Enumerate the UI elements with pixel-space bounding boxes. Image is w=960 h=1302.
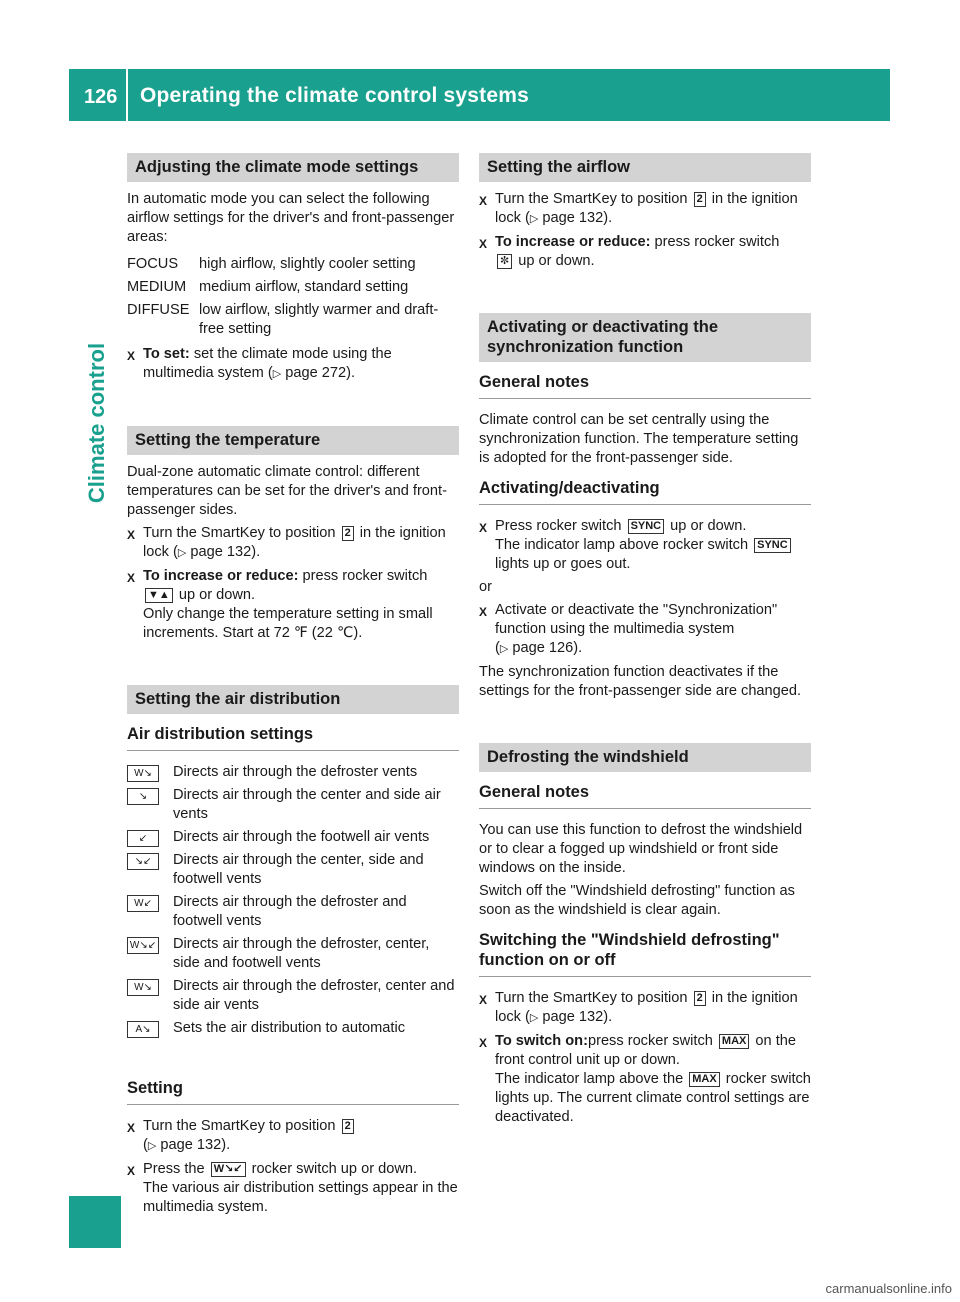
center-footwell-vent-icon: ↘↙ (127, 853, 159, 870)
instruction-step: X Turn the SmartKey to position 2 in the ignition lock (▷ page 132). (479, 989, 811, 1028)
sync-button-icon: SYNC (628, 519, 665, 534)
subsection-heading: Switching the "Windshield defrosting" function on or off (479, 930, 811, 977)
ref-arrow-icon: ▷ (499, 643, 509, 655)
defroster-footwell-vent-icon: W↙ (127, 895, 159, 912)
subsection-heading: General notes (479, 782, 811, 809)
page-reference[interactable]: page 132). (190, 544, 261, 560)
definition-row: MEDIUM medium airflow, standard setting (127, 279, 409, 295)
step-marker-icon: X (127, 1164, 136, 1178)
defroster-vent-icon: W↘ (127, 765, 159, 782)
step-marker-icon: X (479, 237, 488, 251)
page-reference[interactable]: page 132). (542, 1009, 613, 1025)
ref-arrow-icon: ▷ (177, 547, 187, 559)
temperature-rocker-icon: ▼▲ (145, 588, 173, 603)
defrost-max-icon: MAX (719, 1034, 749, 1049)
section-heading: Adjusting the climate mode settings (127, 153, 459, 182)
section-heading: Defrosting the windshield (479, 743, 811, 772)
key-2-icon: 2 (694, 991, 706, 1006)
subsection-heading: General notes (479, 372, 811, 399)
all-vents-icon: W↘↙ (127, 937, 159, 954)
key-2-icon: 2 (342, 526, 354, 541)
subsection-heading: Setting (127, 1078, 459, 1105)
subsection-heading: Activating/deactivating (479, 478, 811, 505)
right-column (479, 153, 811, 1131)
step-marker-icon: X (479, 1036, 488, 1050)
page-title: Operating the climate control systems (140, 84, 530, 107)
instruction-step: X To increase or reduce: press rocker switch ▼▲ up or down. Only change the temperature setting in small increments. Start at 72 ℉ (22 ℃). (127, 568, 433, 641)
key-2-icon: 2 (342, 1119, 354, 1134)
fan-rocker-icon: ✼ (497, 254, 512, 269)
paragraph: In automatic mode you can select the following airflow settings for the driver's and front-passenger areas: (127, 191, 455, 245)
step-marker-icon: X (127, 528, 136, 542)
section-heading: Setting the temperature (127, 426, 459, 455)
step-marker-icon: X (127, 349, 136, 363)
auto-vent-icon: A↘ (127, 1021, 159, 1038)
step-marker-icon: X (479, 194, 488, 208)
step-marker-icon: X (127, 1121, 136, 1135)
definition-list (127, 255, 459, 339)
definition-row: DIFFUSE low airflow, slightly warmer and draft-free setting (127, 302, 439, 337)
ref-arrow-icon: ▷ (529, 213, 539, 225)
page-reference[interactable]: page 132). (542, 210, 613, 226)
step-marker-icon: X (479, 993, 488, 1007)
step-marker-icon: X (127, 571, 136, 585)
section-heading: Setting the airflow (479, 153, 811, 182)
page-number: 126 (84, 86, 118, 108)
table-row: A↘ Sets the air distribution to automatic (127, 1019, 459, 1038)
paragraph: The synchronization function deactivates if the settings for the front-passenger side are changed. (479, 664, 802, 699)
instruction-step: X Press rocker switch SYNC up or down. The indicator lamp above rocker switch SYNC lights up or goes out. (479, 517, 811, 574)
instruction-step: X Turn the SmartKey to position 2 in the ignition lock (▷ page 132). (127, 524, 459, 563)
subsection-heading: Air distribution settings (127, 724, 459, 751)
instruction-step: X Turn the SmartKey to position 2 in the ignition lock (▷ page 132). (479, 190, 811, 229)
center-vent-icon: ↘ (127, 788, 159, 805)
paragraph: Dual-zone automatic climate control: different temperatures can be set for the driver's and front-passenger sides. (127, 464, 447, 518)
left-column (127, 153, 459, 1221)
table-row: W↙ Directs air through the defroster and footwell vents (127, 893, 459, 931)
instruction-step: X Activate or deactivate the "Synchronization" function using the multimedia system (▷ page 126). (479, 601, 811, 659)
table-row: ↙ Directs air through the footwell air vents (127, 828, 459, 847)
page-reference[interactable]: page 126). (512, 640, 583, 656)
section-heading: Activating or deactivating the synchronization function (479, 313, 811, 362)
instruction-step: X Turn the SmartKey to position 2 (▷ page 132). (127, 1117, 459, 1156)
defrost-max-icon: MAX (689, 1072, 719, 1087)
paragraph: Switch off the "Windshield defrosting" function as soon as the windshield is clear again. (479, 883, 795, 918)
side-tab (67, 300, 127, 560)
watermark: carmanualsonline.info (825, 1281, 952, 1296)
or-separator: or (479, 579, 492, 595)
defroster-center-vent-icon: W↘ (127, 979, 159, 996)
step-marker-icon: X (479, 521, 488, 535)
ref-arrow-icon: ▷ (147, 1140, 157, 1152)
header-divider (126, 69, 128, 121)
step-marker-icon: X (479, 605, 488, 619)
definition-row: FOCUS high airflow, slightly cooler setting (127, 256, 416, 272)
footwell-vent-icon: ↙ (127, 830, 159, 847)
air-distribution-table (127, 763, 459, 1038)
instruction-step: X Press the W↘↙ rocker switch up or down. The various air distribution settings appear in the multimedia system. (127, 1161, 458, 1215)
page-reference[interactable]: page 272). (285, 365, 356, 381)
instruction-step: X To switch on:press rocker switch MAX on the front control unit up or down. The indicator lamp above the MAX rocker switch lights up. The current climate control settings are deactivated. (479, 1033, 811, 1125)
air-distribution-rocker-icon: W↘↙ (211, 1162, 246, 1177)
ref-arrow-icon: ▷ (529, 1012, 539, 1024)
key-2-icon: 2 (694, 192, 706, 207)
table-row: W↘↙ Directs air through the defroster, center, side and footwell vents (127, 935, 459, 973)
side-tab-label: Climate control (84, 342, 109, 504)
instruction-step: X To increase or reduce: press rocker switch ✼ up or down. (479, 234, 780, 269)
side-tab-marker (69, 1196, 121, 1248)
paragraph: You can use this function to defrost the windshield or to clear a fogged up windshield or front side windows on the inside. (479, 822, 803, 876)
page-reference[interactable]: page 132). (160, 1137, 231, 1153)
sync-button-icon: SYNC (754, 538, 791, 553)
section-heading: Setting the air distribution (127, 685, 459, 714)
instruction-step: X To set: set the climate mode using the multimedia system (▷ page 272). (127, 345, 459, 384)
table-row: W↘ Directs air through the defroster vents (127, 763, 459, 782)
paragraph: Climate control can be set centrally using the synchronization function. The temperature setting is adopted for the front-passenger side. (479, 412, 799, 466)
table-row: W↘ Directs air through the defroster, center and side air vents (127, 977, 459, 1015)
ref-arrow-icon: ▷ (272, 368, 282, 380)
table-row: ↘↙ Directs air through the center, side and footwell vents (127, 851, 459, 889)
table-row: ↘ Directs air through the center and side air vents (127, 786, 459, 824)
